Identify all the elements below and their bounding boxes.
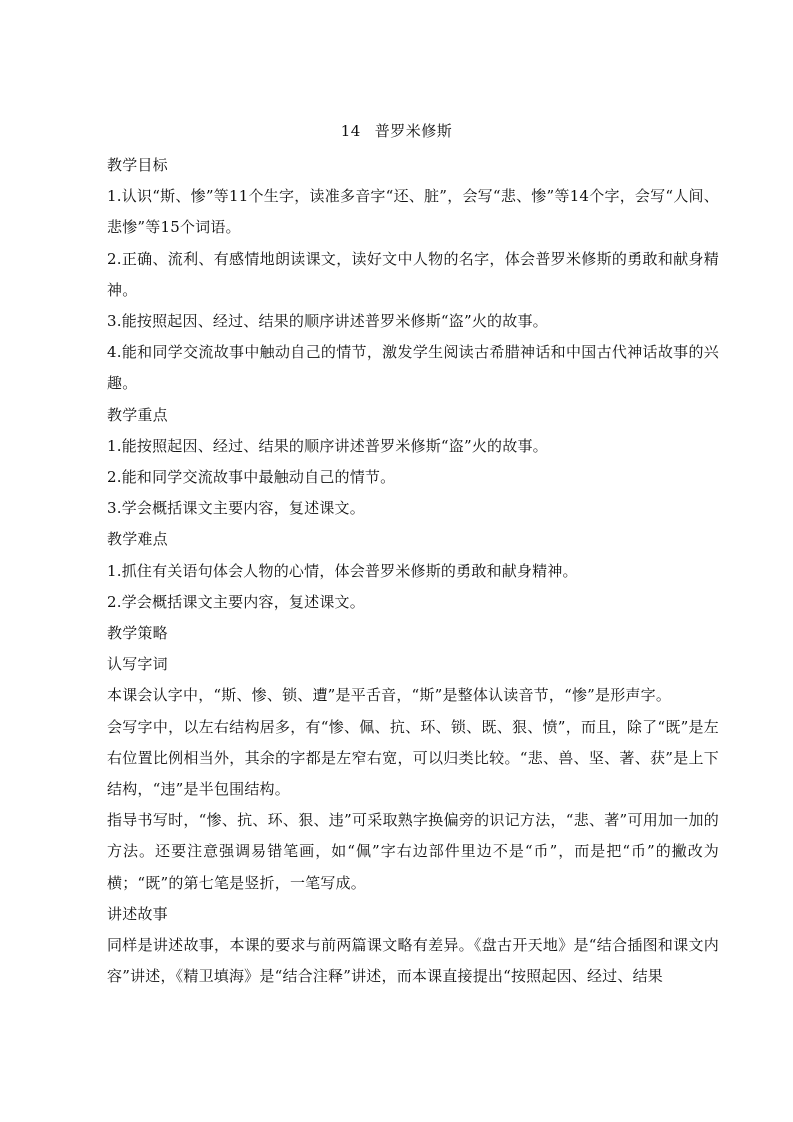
objective-3: 3.能按照起因、经过、结果的顺序讲述普罗米修斯“盗”火的故事。 [107,312,548,331]
section-heading-key-points: 教学重点 [107,405,168,424]
page-title [0,120,793,141]
objective-2: 2.正确、流利、有感情地朗读课文，读好文中人物的名字，体会普罗米修斯的勇敢和献身精神。 [107,249,719,299]
storytelling-paragraph: 同样是讲述故事，本课的要求与前两篇课文略有差异。《盘古开天地》是“结合插图和课文内容”讲述，《精卫填海》是“结合注释”讲述，而本课直接提出“按照起因、经过、结果 [107,936,719,986]
subheading-storytelling: 讲述故事 [107,904,168,923]
difficulty-2: 2.学会概括课文主要内容，复述课文。 [107,592,365,611]
section-heading-objectives: 教学目标 [107,156,168,174]
characters-paragraph-2: 会写字中，以左右结构居多，有“惨、佩、抗、环、锁、既、狠、愤”，而且，除了“既”是左右位置比例相当外，其余的字都是左窄右宽，可以归类比较。“悲、兽、坚、著、获”是上下结构，“违”是半包围结构。 [107,717,719,799]
key-point-3: 3.学会概括课文主要内容，复述课文。 [107,499,365,518]
characters-paragraph-1: 本课会认字中，“斯、惨、锁、遭”是平舌音，“斯”是整体认读音节，“惨”是形声字。 [107,686,672,705]
document-body [107,150,719,992]
lesson-title: 普罗米修斯 [374,122,453,140]
key-point-1: 1.能按照起因、经过、结果的顺序讲述普罗米修斯“盗”火的故事。 [107,436,548,455]
subheading-characters: 认写字词 [107,655,168,674]
characters-paragraph-3: 指导书写时，“惨、抗、环、狠、违”可采取熟字换偏旁的识记方法，“悲、著”可用加一加的方法。还要注意强调易错笔画，如“佩”字右边部件里边不是“币”，而是把“币”的撇改为横；“既”的第七笔是竖折，一笔写成。 [107,811,719,892]
difficulty-1: 1.抓住有关语句体会人物的心情，体会普罗米修斯的勇敢和献身精神。 [107,561,578,580]
section-heading-difficulties: 教学难点 [107,530,168,549]
section-heading-strategy: 教学策略 [107,624,168,643]
objective-4: 4.能和同学交流故事中触动自己的情节，激发学生阅读古希腊神话和中国古代神话故事的兴趣。 [107,343,719,393]
objective-1: 1.认识“斯、惨”等11个生字，读准多音字“还、脏”，会写“悲、惨”等14个字，会写“人间、悲惨”等15个词语。 [107,187,719,237]
lesson-number: 14 [340,122,361,140]
key-point-2: 2.能和同学交流故事中最触动自己的情节。 [107,468,396,487]
